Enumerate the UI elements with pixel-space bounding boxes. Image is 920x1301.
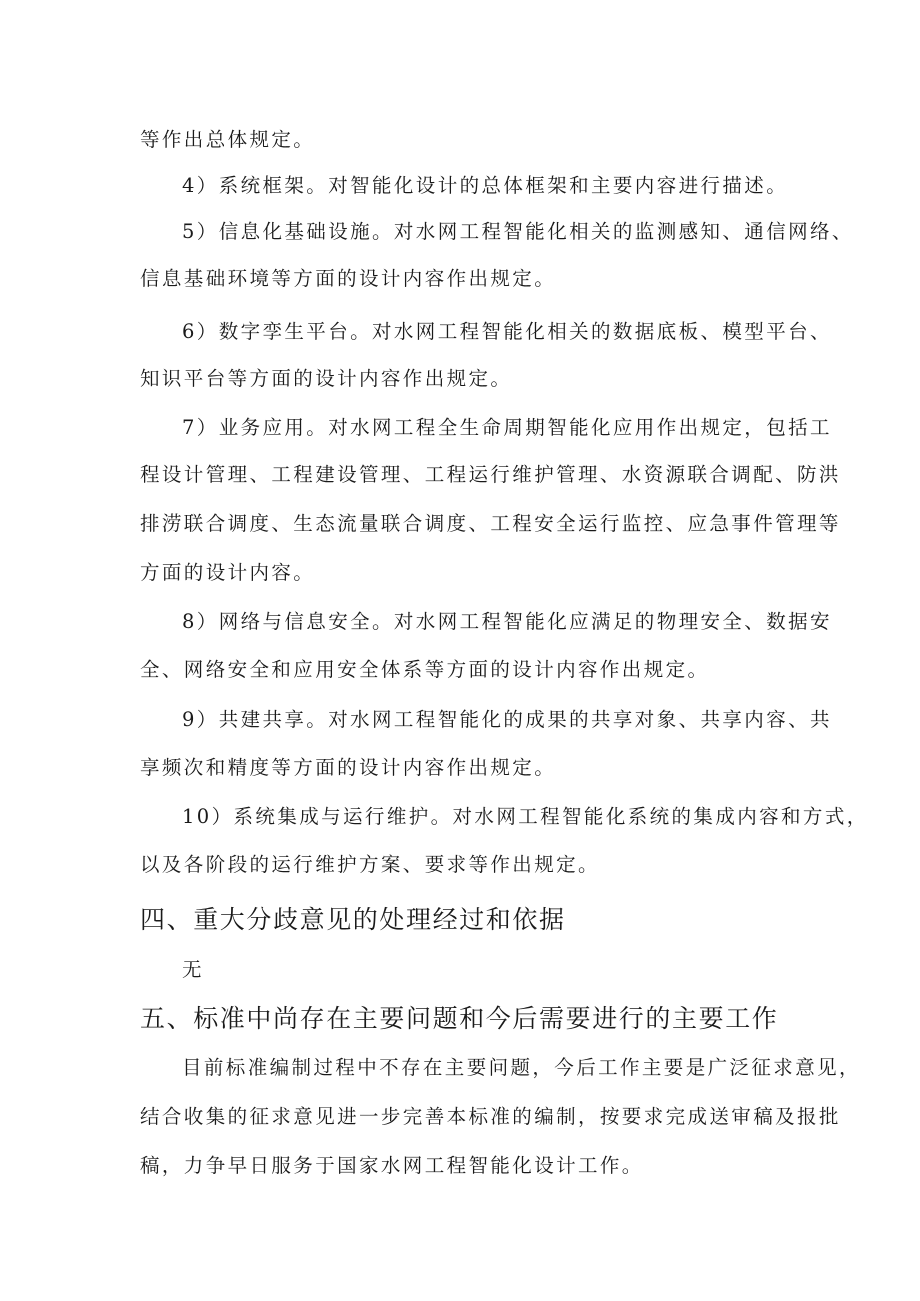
list-item-7-line-3: 排涝联合调度、生态流量联合调度、工程安全运行监控、应急事件管理等 <box>140 512 841 535</box>
list-item-4: 4）系统框架。对智能化设计的总体框架和主要内容进行描述。 <box>182 174 789 197</box>
section-4-heading: 四、重大分歧意见的处理经过和依据 <box>140 905 566 934</box>
list-item-7-line-1: 7）业务应用。对水网工程全生命周期智能化应用作出规定，包括工 <box>182 416 832 439</box>
section-5-line-1: 目前标准编制过程中不存在主要问题，今后工作主要是广泛征求意见， <box>182 1056 861 1079</box>
section-4-body: 无 <box>182 958 204 981</box>
list-item-10-line-1: 10）系统集成与运行维护。对水网工程智能化系统的集成内容和方式， <box>182 805 869 828</box>
list-item-9-line-1: 9）共建共享。对水网工程智能化的成果的共享对象、共享内容、共 <box>182 708 832 731</box>
list-item-5-line-2: 信息基础环境等方面的设计内容作出规定。 <box>140 267 557 290</box>
section-5-heading: 五、标准中尚存在主要问题和今后需要进行的主要工作 <box>140 1004 779 1033</box>
list-item-7-line-4: 方面的设计内容。 <box>140 561 316 584</box>
list-item-10-line-2: 以及各阶段的运行维护方案、要求等作出规定。 <box>140 853 600 876</box>
section-5-line-2: 结合收集的征求意见进一步完善本标准的编制，按要求完成送审稿及报批 <box>140 1105 841 1128</box>
list-item-6-line-1: 6）数字孪生平台。对水网工程智能化相关的数据底板、模型平台、 <box>182 320 832 343</box>
list-item-8-line-1: 8）网络与信息安全。对水网工程智能化应满足的物理安全、数据安 <box>182 610 832 633</box>
section-5-line-3: 稿，力争早日服务于国家水网工程智能化设计工作。 <box>140 1154 644 1177</box>
list-item-6-line-2: 知识平台等方面的设计内容作出规定。 <box>140 367 513 390</box>
paragraph-line: 等作出总体规定。 <box>140 128 316 151</box>
list-item-7-line-2: 程设计管理、工程建设管理、工程运行维护管理、水资源联合调配、防洪 <box>140 463 841 486</box>
list-item-8-line-2: 全、网络安全和应用安全体系等方面的设计内容作出规定。 <box>140 658 710 681</box>
list-item-5-line-1: 5）信息化基础设施。对水网工程智能化相关的监测感知、通信网络、 <box>182 220 854 243</box>
list-item-9-line-2: 享频次和精度等方面的设计内容作出规定。 <box>140 756 557 779</box>
